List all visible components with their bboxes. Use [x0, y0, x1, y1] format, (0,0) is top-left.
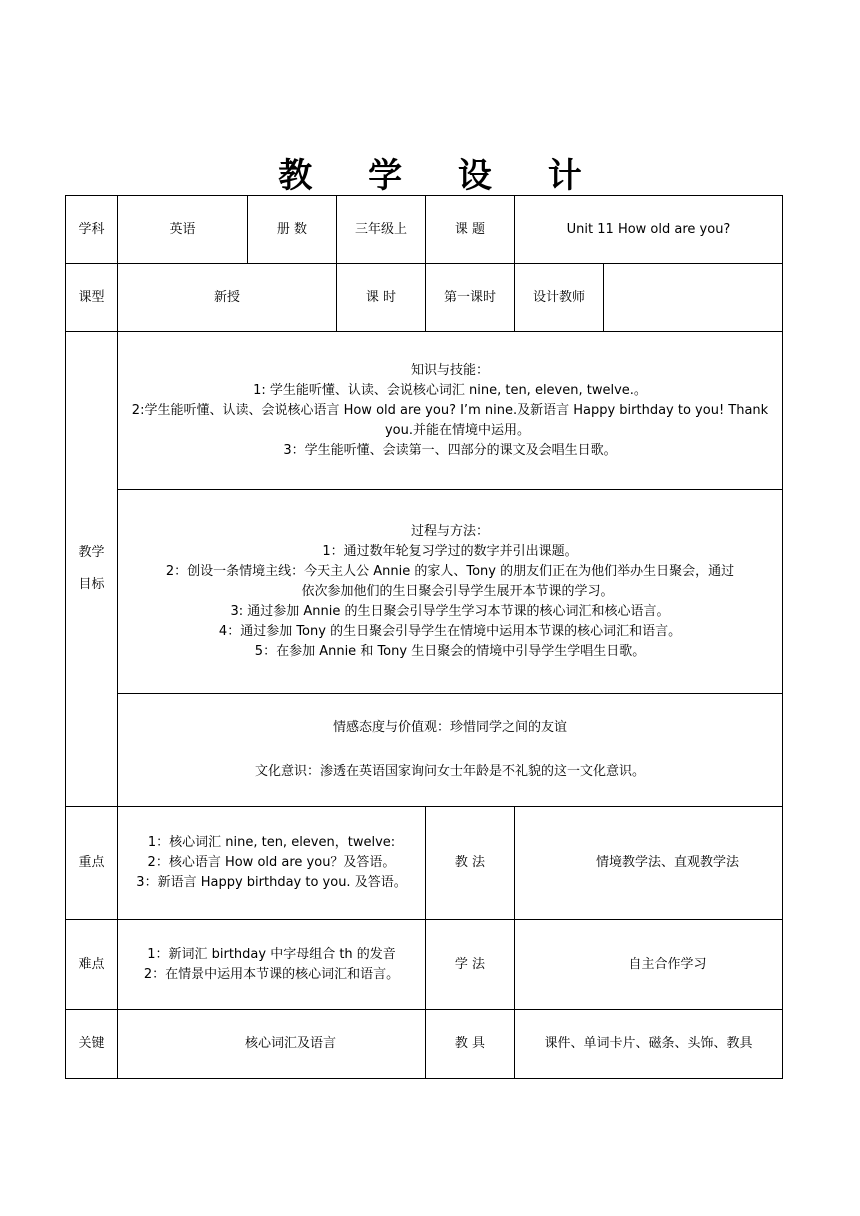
tools-value: 课件、单词卡片、磁条、头饰、教具	[515, 1010, 783, 1079]
difficulty-item-2: 2：在情景中运用本节课的核心词汇和语言。	[143, 966, 400, 982]
keypoints-content	[118, 807, 426, 920]
row-key	[66, 1010, 783, 1079]
period-label: 课 时	[337, 264, 426, 332]
emotion-text: 情感态度与价值观：珍惜同学之间的友谊	[332, 720, 567, 735]
goals-label	[66, 332, 118, 807]
row-goals-emotion	[66, 694, 783, 807]
row-goals-process	[66, 490, 783, 694]
goals-label-line1: 教学	[78, 545, 105, 560]
knowledge-item-2: 2:学生能听懂、认读、会说核心语言 How old are you? I’m nine.及新语言 Happy birthday to you! Thank	[131, 402, 769, 418]
knowledge-heading: 知识与技能：	[410, 362, 489, 378]
method-value: 情境教学法、直观教学法	[515, 807, 783, 920]
knowledge-item-1: 1: 学生能听懂、认读、会说核心词汇 nine, ten, eleven, twelve.。	[253, 382, 647, 398]
row-type	[66, 264, 783, 332]
goals-label-line2: 目标	[78, 577, 105, 592]
tools-label: 教 具	[426, 1010, 515, 1079]
process-item-4: 4：通过参加 Tony 的生日聚会引导学生在情境中运用本节课的核心词汇和语言。	[218, 623, 682, 639]
emotion-section	[118, 694, 783, 807]
keypoint-item-3: 3：新语言 Happy birthday to you. 及答语。	[136, 875, 407, 890]
page-title: 教 学 设 计	[278, 156, 604, 196]
process-item-2-cont: 依次参加他们的生日聚会引导学生展开本节课的学习。	[301, 583, 614, 599]
lesson-plan-table	[65, 195, 783, 1079]
topic-value: Unit 11 How old are you?	[515, 196, 783, 264]
type-value: 新授	[118, 264, 337, 332]
knowledge-item-2-cont: you.并能在情境中运用。	[384, 422, 531, 438]
process-heading: 过程与方法：	[410, 523, 489, 539]
volume-value: 三年级上	[337, 196, 426, 264]
keypoint-item-1: 1：核心词汇 nine, ten, eleven，twelve:	[147, 835, 396, 850]
difficulty-item-1: 1：新词汇 birthday 中字母组合 th 的发音	[147, 946, 396, 962]
process-item-1: 1：通过数年轮复习学过的数字并引出课题。	[322, 543, 578, 559]
key-value: 核心词汇及语言	[118, 1010, 426, 1079]
subject-value: 英语	[118, 196, 248, 264]
knowledge-section	[118, 332, 783, 490]
type-label: 课型	[66, 264, 118, 332]
process-section	[118, 490, 783, 694]
process-item-2: 2：创设一条情境主线：今天主人公 Annie 的家人、Tony 的朋友们正在为他们举办生日聚会，通过	[165, 563, 735, 579]
row-keypoints	[66, 807, 783, 920]
culture-text: 文化意识：渗透在英语国家询问女士年龄是不礼貌的这一文化意识。	[254, 764, 645, 779]
study-label: 学 法	[426, 920, 515, 1010]
keypoint-item-2: 2：核心语言 How old are you？及答语。	[147, 855, 396, 870]
method-label: 教 法	[426, 807, 515, 920]
row-subject	[66, 196, 783, 264]
volume-label: 册 数	[248, 196, 337, 264]
difficulties-label: 难点	[66, 920, 118, 1010]
study-value: 自主合作学习	[515, 920, 783, 1010]
topic-label: 课 题	[426, 196, 515, 264]
row-goals-knowledge	[66, 332, 783, 490]
period-value: 第一课时	[426, 264, 515, 332]
keypoints-label: 重点	[66, 807, 118, 920]
designer-label: 设计教师	[515, 264, 604, 332]
difficulties-content	[118, 920, 426, 1010]
process-item-5: 5：在参加 Annie 和 Tony 生日聚会的情境中引导学生学唱生日歌。	[254, 643, 646, 659]
row-difficulties	[66, 920, 783, 1010]
designer-value	[604, 264, 783, 332]
key-label: 关键	[66, 1010, 118, 1079]
knowledge-item-3: 3：学生能听懂、会读第一、四部分的课文及会唱生日歌。	[283, 442, 617, 458]
process-item-3: 3: 通过参加 Annie 的生日聚会引导学生学习本节课的核心词汇和核心语言。	[230, 603, 670, 619]
subject-label: 学科	[66, 196, 118, 264]
